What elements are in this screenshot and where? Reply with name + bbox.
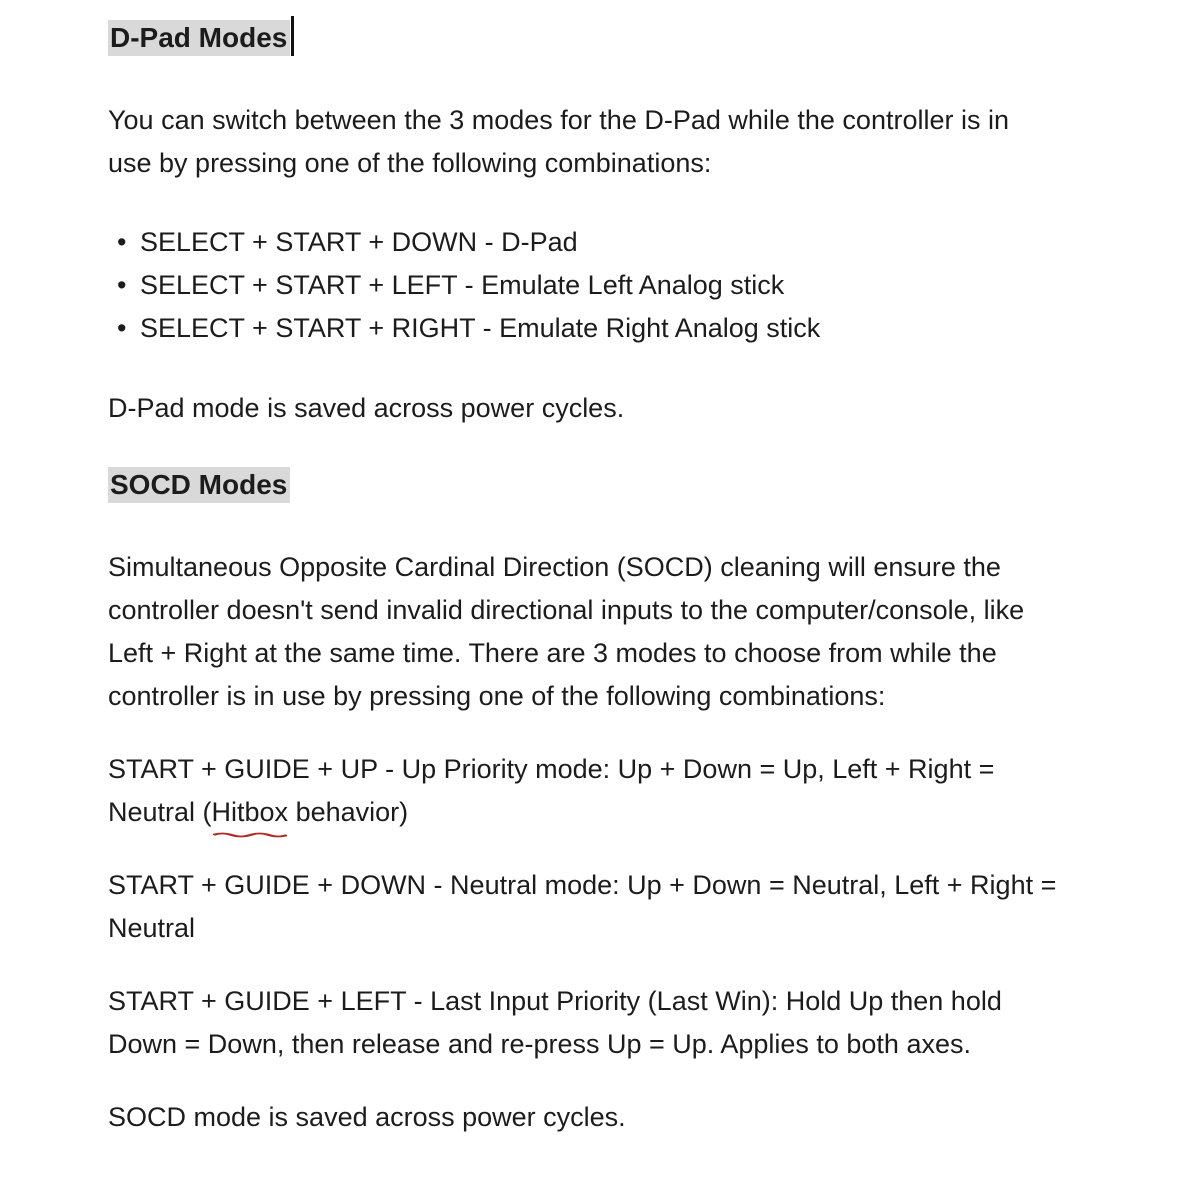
- bullet-marker-icon: •: [117, 270, 127, 300]
- dpad-intro-paragraph: You can switch between the 3 modes for the D-Pad while the controller is in use by pressing one of the following combinations:: [108, 105, 1009, 178]
- socd-mode-down-paragraph: START + GUIDE + DOWN - Neutral mode: Up + Down = Neutral, Left + Right = Neutral: [108, 870, 1057, 943]
- list-item-text: SELECT + START + RIGHT - Emulate Right Analog stick: [140, 313, 821, 343]
- text-cursor-icon: [291, 16, 294, 56]
- list-item-text: SELECT + START + LEFT - Emulate Left Analog stick: [140, 270, 785, 300]
- section-heading-socd-modes: [108, 466, 1058, 504]
- dpad-note-paragraph: D-Pad mode is saved across power cycles.: [108, 393, 625, 423]
- misspelled-word-text: Hitbox: [211, 797, 289, 827]
- list-item: [108, 221, 1058, 264]
- dpad-combo-list: [108, 221, 1058, 350]
- section-heading-dpad-modes: [108, 16, 1058, 57]
- socd-mode-left-paragraph: START + GUIDE + LEFT - Last Input Priority (Last Win): Hold Up then hold Down = Down, then release and re-press Up = Up. Applies to both axes.: [108, 986, 1002, 1059]
- spellcheck-squiggle-icon: [213, 832, 288, 838]
- misspelled-word: [212, 791, 289, 834]
- socd-note-paragraph: SOCD mode is saved across power cycles.: [108, 1102, 626, 1132]
- list-item: [108, 264, 1058, 307]
- mode-up-text-before: START + GUIDE + UP - Up Priority mode: Up + Down = Up, Left + Right = Neutral (: [108, 754, 995, 827]
- dpad-heading-text: D-Pad Modes: [108, 20, 290, 56]
- bullet-marker-icon: •: [117, 313, 127, 343]
- socd-intro-paragraph: Simultaneous Opposite Cardinal Direction (SOCD) cleaning will ensure the controller doesn't send invalid directional inputs to the computer/console, like Left + Right at the same time. There are 3 modes to choose from while the controller is in use by pressing one of the following combinations:: [108, 552, 1025, 711]
- list-item: [108, 307, 1058, 350]
- list-item-text: SELECT + START + DOWN - D-Pad: [140, 227, 578, 257]
- mode-up-text-after: behavior): [288, 797, 409, 827]
- socd-heading-text: SOCD Modes: [108, 467, 290, 503]
- socd-mode-up-paragraph: [108, 748, 1058, 834]
- bullet-marker-icon: •: [117, 227, 127, 257]
